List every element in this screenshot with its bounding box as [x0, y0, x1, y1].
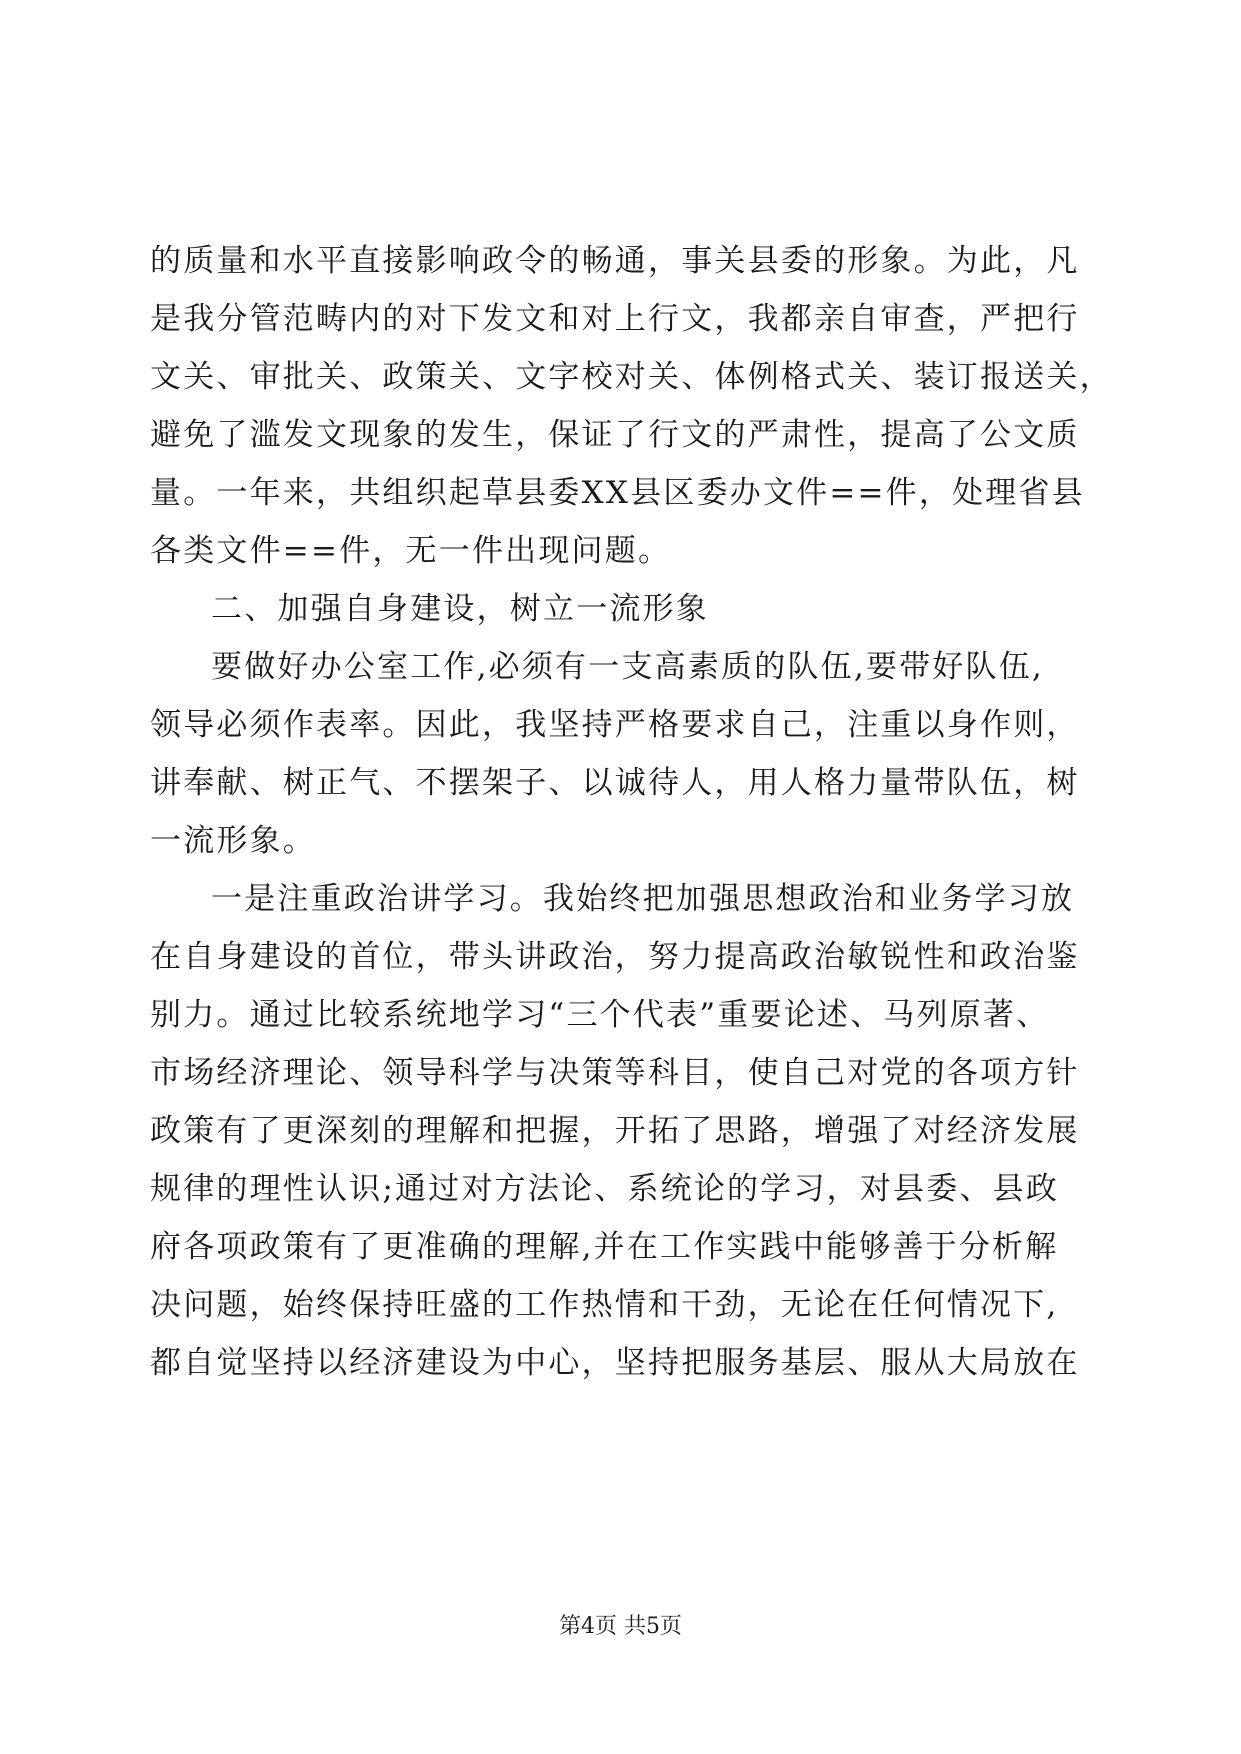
body-line: 规律的理性认识;通过对方法论、系统论的学习，对县委、县政: [150, 1171, 1060, 1207]
paragraph-start-line: 一是注重政治讲学习。我始终把加强思想政治和业务学习放: [211, 881, 1075, 917]
body-line: 别力。通过比较系统地学习“三个代表”重要论述、马列原著、: [150, 997, 1050, 1033]
body-line: 在自身建设的首位，带头讲政治，努力提高政治敏锐性和政治鉴: [150, 939, 1080, 975]
body-line: 府各项政策有了更准确的理解,并在工作实践中能够善于分析解: [150, 1229, 1059, 1265]
body-line: 决问题，始终保持旺盛的工作热情和干劲，无论在任何情况下,: [150, 1287, 1059, 1323]
body-line: 政策有了更深刻的理解和把握，开拓了思路，增强了对经济发展: [150, 1113, 1080, 1149]
body-line: 的质量和水平直接影响政令的畅通，事关县委的形象。为此，凡: [150, 243, 1080, 279]
body-line: 各类文件==件，无一件出现问题。: [150, 533, 672, 569]
body-line: 避免了滥发文现象的发生，保证了行文的严肃性，提高了公文质: [150, 417, 1080, 453]
body-line: 是我分管范畴内的对下发文和对上行文，我都亲自审查，严把行: [150, 301, 1080, 337]
page-number-footer: 第4页 共5页: [559, 1614, 682, 1639]
body-line: 市场经济理论、领导科学与决策等科目，使自己对党的各项方针: [150, 1055, 1080, 1091]
body-line: 讲奉献、树正气、不摆架子、以诚待人，用人格力量带队伍，树: [150, 765, 1080, 801]
body-line: 领导必须作表率。因此，我坚持严格要求自己，注重以身作则，: [150, 707, 1080, 743]
paragraph-start-line: 要做好办公室工作,必须有一支高素质的队伍,要带好队伍,: [211, 649, 1044, 685]
body-line: 都自觉坚持以经济建设为中心，坚持把服务基层、服从大局放在: [150, 1345, 1080, 1381]
body-line: 量。一年来，共组织起草县委XX县区委办文件==件，处理省县: [150, 475, 1085, 511]
body-line: 一流形象。: [150, 823, 316, 859]
body-line: 文关、审批关、政策关、文字校对关、体例格式关、装订报送关，: [150, 359, 1113, 395]
section-heading: 二、加强自身建设，树立一流形象: [211, 591, 709, 627]
document-body: [150, 232, 1113, 1392]
